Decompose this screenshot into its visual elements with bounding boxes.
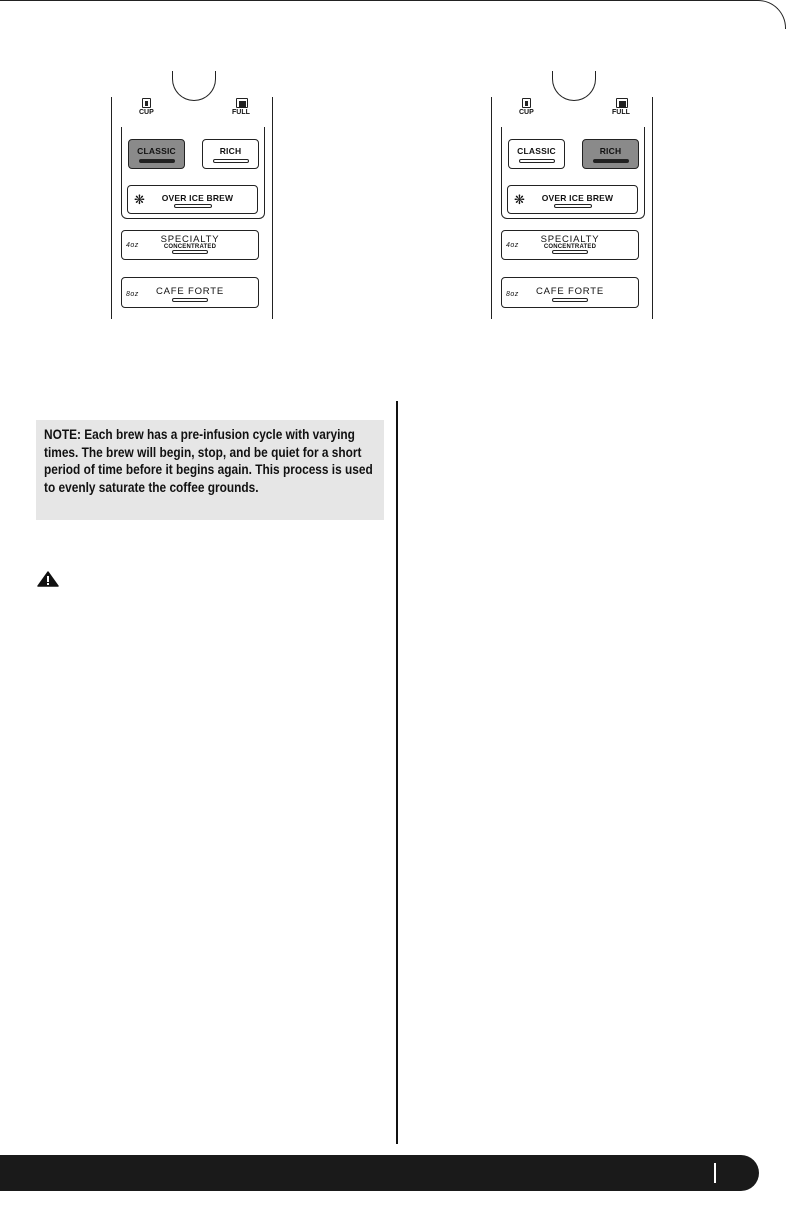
- size-dial: [552, 71, 596, 101]
- rich-label: RICH: [599, 146, 622, 156]
- classic-indicator-light: [139, 159, 175, 163]
- over-ice-indicator-light: [174, 204, 212, 208]
- classic-button[interactable]: [508, 139, 565, 169]
- cafe-forte-indicator-light: [172, 298, 208, 302]
- cafe-forte-button[interactable]: [501, 277, 639, 308]
- rich-button[interactable]: [202, 139, 259, 169]
- cup-label: CUP: [519, 109, 534, 116]
- over-ice-brew-button[interactable]: [127, 185, 258, 214]
- cafe-forte-button[interactable]: [121, 277, 259, 308]
- full-label: FULL: [232, 109, 250, 116]
- classic-label: CLASSIC: [137, 146, 176, 156]
- cup-label: CUP: [139, 109, 154, 116]
- specialty-button[interactable]: [121, 230, 259, 260]
- classic-label: CLASSIC: [517, 146, 556, 156]
- warning-triangle-icon: [37, 571, 59, 587]
- cafe-forte-label: CAFE FORTE: [156, 286, 224, 297]
- rich-button[interactable]: [582, 139, 639, 169]
- rich-label: RICH: [219, 146, 242, 156]
- specialty-button[interactable]: [501, 230, 639, 260]
- forte-size-label: 8oz: [506, 291, 519, 298]
- control-panel-rich-selected: [491, 97, 653, 319]
- cafe-forte-label: CAFE FORTE: [536, 286, 604, 297]
- specialty-indicator-light: [552, 250, 588, 254]
- specialty-indicator-light: [172, 250, 208, 254]
- snowflake-icon: ❋: [514, 192, 526, 207]
- cup-size-icon: [522, 98, 531, 108]
- specialty-label: SPECIALTY: [160, 234, 220, 245]
- full-carafe-icon: [616, 98, 628, 108]
- over-ice-label: OVER ICE BREW: [161, 193, 234, 203]
- specialty-size-label: 4oz: [126, 242, 139, 249]
- forte-size-label: 8oz: [126, 291, 139, 298]
- control-panel-classic-selected: [111, 97, 273, 319]
- cup-size-icon: [142, 98, 151, 108]
- footer-bar: [0, 1155, 759, 1191]
- over-ice-indicator-light: [554, 204, 592, 208]
- footer-divider: [714, 1163, 716, 1183]
- rich-indicator-light: [213, 159, 249, 163]
- over-ice-label: OVER ICE BREW: [541, 193, 614, 203]
- column-divider: [396, 401, 398, 1144]
- specialty-sublabel: CONCENTRATED: [543, 244, 597, 250]
- specialty-size-label: 4oz: [506, 242, 519, 249]
- classic-button[interactable]: [128, 139, 185, 169]
- page-top-rule: [0, 0, 786, 29]
- size-dial: [172, 71, 216, 101]
- note-box: [36, 420, 384, 520]
- specialty-label: SPECIALTY: [540, 234, 600, 245]
- snowflake-icon: ❋: [134, 192, 146, 207]
- classic-indicator-light: [519, 159, 555, 163]
- specialty-sublabel: CONCENTRATED: [163, 244, 217, 250]
- cafe-forte-indicator-light: [552, 298, 588, 302]
- full-label: FULL: [612, 109, 630, 116]
- rich-indicator-light: [593, 159, 629, 163]
- note-text: NOTE: Each brew has a pre-infusion cycle with varying times. The brew will begin, stop, and be quiet for a short period of time before it begins again. This process is used to evenly saturate the coffee grounds.: [44, 427, 373, 495]
- full-carafe-icon: [236, 98, 248, 108]
- over-ice-brew-button[interactable]: [507, 185, 638, 214]
